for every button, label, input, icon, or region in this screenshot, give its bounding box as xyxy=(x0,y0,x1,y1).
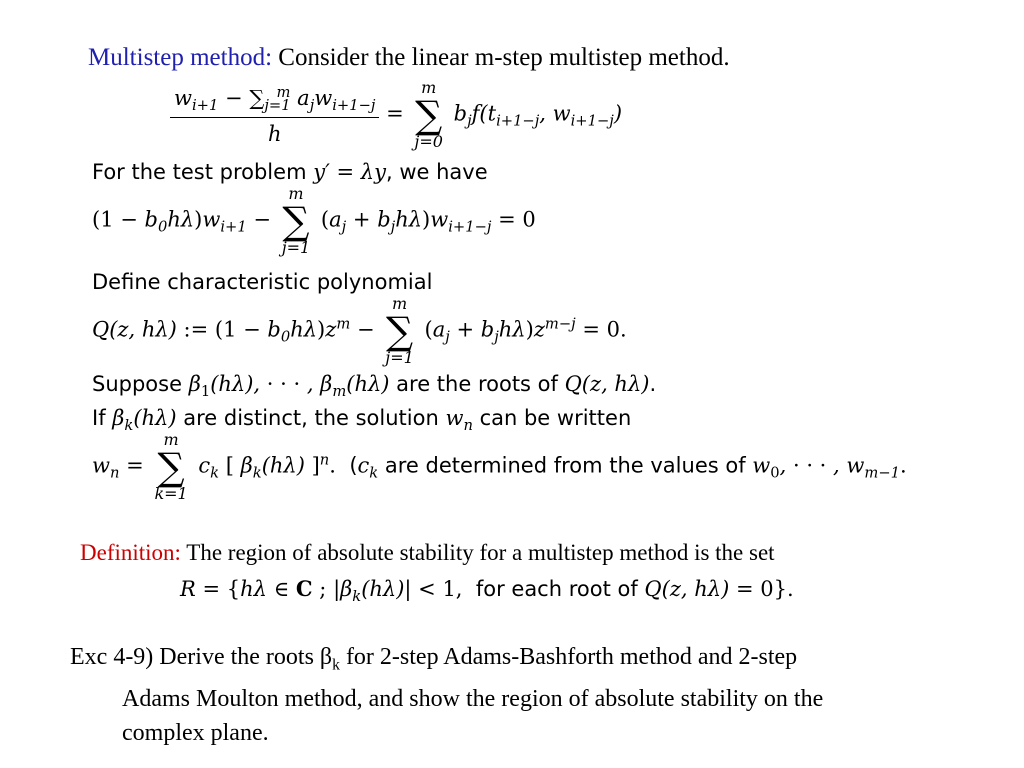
formula-fraction: $\frac{w_{i+1} - \sum_{j=1}^m a_jw_{i+1-j}}{h}$ xyxy=(170,84,379,146)
beta-k: $\beta_k(h\lambda)$ xyxy=(112,406,177,435)
region-formula: R = {hλ ∈ C ; $|\beta_k(h\lambda)| < 1$, for each root of Q(z, hλ) = 0}. xyxy=(180,576,794,606)
exercise-line1-prefix: Exc 4-9) Derive the roots xyxy=(70,644,320,670)
heading-text: Consider the linear m-step multistep method. xyxy=(272,44,730,71)
if-suffix: can be written xyxy=(472,406,632,430)
exercise-beta-sub: k xyxy=(332,656,340,674)
definition-label: Definition: xyxy=(80,540,181,565)
ck-note: are determined from the values of xyxy=(378,453,753,478)
suppose-prefix: Suppose xyxy=(92,372,189,396)
heading-label: Multistep method: xyxy=(88,44,273,71)
roots-list: $\beta_1(h\lambda)$, · · · , $\beta_m(h\lambda)$ xyxy=(188,372,390,401)
char-polynomial: Q(z, hλ) := $(1 - b_0h\lambda)z^m$ − m ∑ j=1 $(a_j + b_jh\lambda)z^{m-j} = 0$. xyxy=(92,294,627,367)
suppose-middle: are the roots of xyxy=(389,372,565,396)
poly-ref: Q(z, hλ) xyxy=(564,372,650,396)
sum-symbol: m ∑ j=0 xyxy=(414,78,443,151)
w-n: $w_n$ xyxy=(445,406,473,435)
sum-symbol: m ∑ k=1 xyxy=(154,430,188,503)
sum-symbol: m ∑ j=1 xyxy=(281,184,311,257)
definition-line xyxy=(80,540,775,566)
test-problem-suffix: , we have xyxy=(385,160,488,184)
multistep-formula: $\frac{w_{i+1} - \sum_{j=1}^m a_jw_{i+1-j}}{h}$ = m ∑ j=0 $b_jf(t_{i+1-j}$, $w_{i+1-j}$) xyxy=(170,80,622,150)
sum-symbol: m ∑ j=1 xyxy=(385,294,414,367)
solution-formula: $w_n$ = m ∑ k=1 $c_k$ [ $\beta_k(h\lambda)$ ]$^n$. ($c_k$ are determined from the values of $w_0$, · · · , $w_{m-1}$. xyxy=(92,430,907,503)
if-middle: are distinct, the solution xyxy=(176,406,446,430)
test-equation: y′ = λy xyxy=(313,160,386,184)
difference-equation: $(1 - b_0h\lambda)w_{i+1}$ − m ∑ j=1 $(a_j + b_jh\lambda)w_{i+1-j} = 0$ xyxy=(92,184,536,257)
exercise-beta: β xyxy=(319,644,333,670)
if-prefix: If xyxy=(92,406,113,430)
exercise-line3: complex plane. xyxy=(122,720,269,747)
suppose-line: Suppose $\beta_1(h\lambda)$, · · · , $\beta_m(h\lambda)$ are the roots of Q(z, hλ). xyxy=(92,372,657,401)
test-problem-line xyxy=(92,160,488,184)
exercise-line1-suffix: for 2-step Adams-Bashforth method and 2-step xyxy=(339,644,798,670)
exercise-line2: Adams Moulton method, and show the region of absolute stability on the xyxy=(122,686,824,713)
exercise-block xyxy=(70,640,970,750)
heading-line xyxy=(88,44,730,72)
for-each-root: for each root of xyxy=(475,577,645,601)
definition-text: The region of absolute stability for a multistep method is the set xyxy=(180,540,775,565)
test-problem-prefix: For the test problem xyxy=(92,160,314,184)
define-char-poly: Define characteristic polynomial xyxy=(92,270,433,294)
